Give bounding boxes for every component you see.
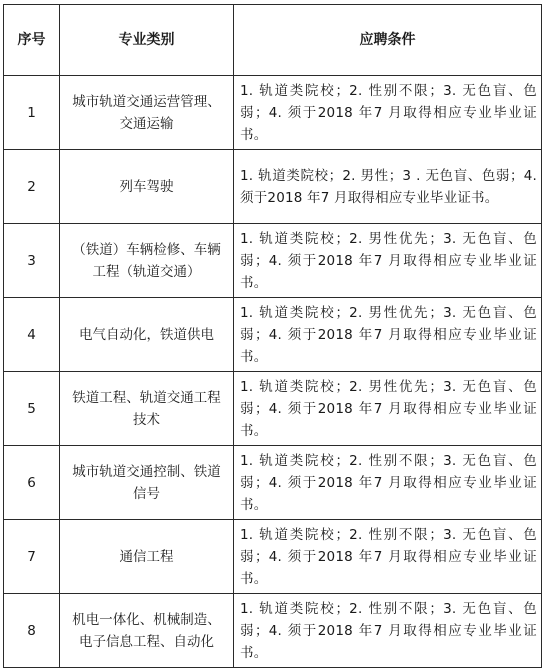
table-row <box>4 594 542 668</box>
row-requirements: 1. 轨道类院校；2. 男性优先；3. 无色盲、色弱；4. 须于2018 年7 月取得相应专业毕业证书。 <box>234 224 542 298</box>
row-index: 2 <box>4 150 60 224</box>
table-row <box>4 224 542 298</box>
row-requirements: 1. 轨道类院校；2. 男性优先；3. 无色盲、色弱；4. 须于2018 年7 月取得相应专业毕业证书。 <box>234 372 542 446</box>
row-requirements: 1. 轨道类院校；2. 性别不限；3. 无色盲、色弱；4. 须于2018 年7 月取得相应专业毕业证书。 <box>234 520 542 594</box>
recruitment-table-container <box>3 4 541 668</box>
row-requirements: 1. 轨道类院校；2. 性别不限；3. 无色盲、色弱；4. 须于2018 年7 月取得相应专业毕业证书。 <box>234 446 542 520</box>
header-major: 专业类别 <box>60 5 234 76</box>
table-row <box>4 150 542 224</box>
row-index: 4 <box>4 298 60 372</box>
row-requirements: 1. 轨道类院校；2. 男性优先；3. 无色盲、色弱；4. 须于2018 年7 月取得相应专业毕业证书。 <box>234 298 542 372</box>
row-major: 城市轨道交通运营管理、交通运输 <box>60 76 234 150</box>
row-index: 3 <box>4 224 60 298</box>
row-requirements: 1. 轨道类院校；2. 性别不限；3. 无色盲、色弱；4. 须于2018 年7 月取得相应专业毕业证书。 <box>234 76 542 150</box>
row-major: 通信工程 <box>60 520 234 594</box>
row-major: 电气自动化，铁道供电 <box>60 298 234 372</box>
row-index: 1 <box>4 76 60 150</box>
row-major: （铁道）车辆检修、车辆工程（轨道交通） <box>60 224 234 298</box>
row-requirements: 1. 轨道类院校；2. 性别不限；3. 无色盲、色弱；4. 须于2018 年7 月取得相应专业毕业证书。 <box>234 594 542 668</box>
row-major: 列车驾驶 <box>60 150 234 224</box>
recruitment-requirements-table <box>3 4 542 668</box>
table-body <box>4 76 542 668</box>
row-major: 铁道工程、轨道交通工程技术 <box>60 372 234 446</box>
table-row <box>4 76 542 150</box>
row-index: 8 <box>4 594 60 668</box>
row-requirements: 1. 轨道类院校；2. 男性；3 . 无色盲、色弱；4. 须于2018 年7 月取得相应专业毕业证书。 <box>234 150 542 224</box>
table-row <box>4 520 542 594</box>
header-row <box>4 5 542 76</box>
table-row <box>4 372 542 446</box>
table-row <box>4 298 542 372</box>
row-major: 机电一体化、机械制造、电子信息工程、自动化 <box>60 594 234 668</box>
row-index: 6 <box>4 446 60 520</box>
header-requirements: 应聘条件 <box>234 5 542 76</box>
row-major: 城市轨道交通控制、铁道信号 <box>60 446 234 520</box>
row-index: 5 <box>4 372 60 446</box>
row-index: 7 <box>4 520 60 594</box>
table-row <box>4 446 542 520</box>
header-index: 序号 <box>4 5 60 76</box>
table-header <box>4 5 542 76</box>
